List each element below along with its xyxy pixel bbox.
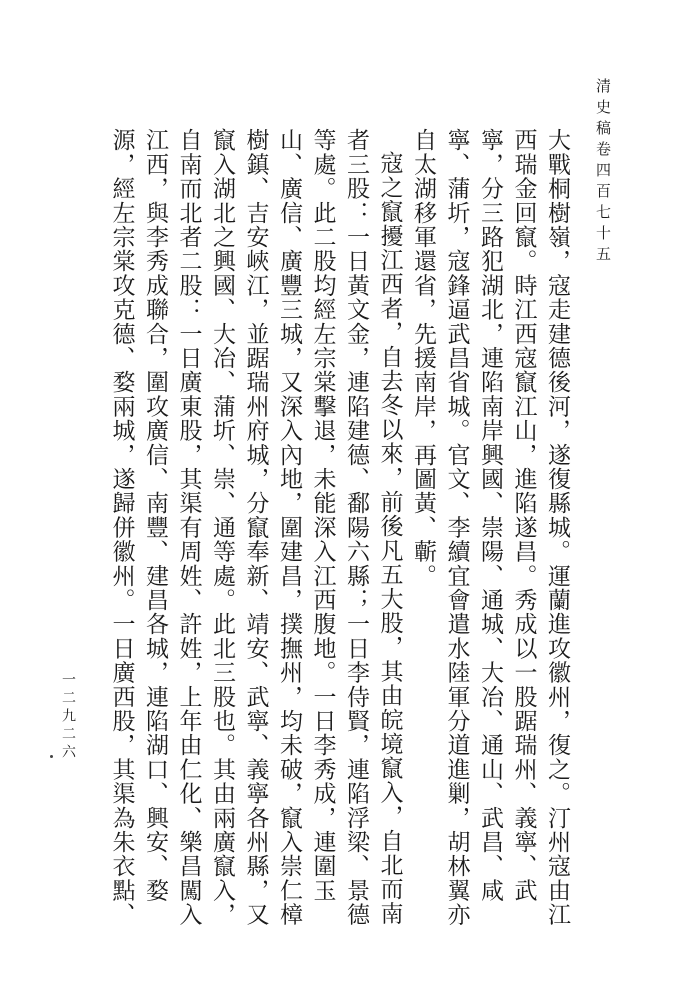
- margin-dot: [50, 755, 53, 758]
- running-header: 清史稿卷四百七十五: [594, 78, 612, 267]
- paragraph-2: 寇之竄擾江西者，自去冬以來，前後凡五大股，其由皖境竄入，自北而南者三股：一日黃文金，連陷建德、鄱陽六縣；一日李侍賢，連陷浮梁、景德等處。此二股均經左宗棠擊退，未能深入江西腹地。一日李秀成，連圍玉山、廣信、廣豐三城，又深入內地，圍建昌，撲撫州，均未破，竄入崇仁樟樹鎮、吉安峽江，並踞瑞州府城，分竄奉新、靖安、武寧、義寧各州縣，又竄入湖北之興國、大冶、蒲圻、崇、通等處。此北三股也。其由兩廣竄入，自南而北者二股：一日廣東股，其渠有周姓、許姓，上年由仁化、樂昌闖入江西，與李秀成聯合，圍攻廣信、南豐、建昌各城，連陷湖口、興安、婺源，經左宗棠攻克德、婺兩城，遂歸併徽州。一日廣西股，其渠為朱衣點、: [108, 128, 403, 927]
- page-number: 一二九二六: [60, 672, 76, 762]
- paragraph-1: 大戰桐樹嶺，寇走建德後河，遂復縣城。運蘭進攻徽州，復之。汀州寇由江西瑞金回竄。時江西寇竄江山，進陷遂昌。秀成以一股踞瑞州、義寧、武寧，分三路犯湖北，連陷南岸興國、崇陽、通城、大冶、通山、武昌、咸寧、蒲圻，寇鋒逼武昌省城。官文、李續宜會遣水陸軍分道進剿，胡林翼亦自太湖移軍還省，先援南岸，再圖黃、蘄。: [410, 128, 570, 927]
- main-text-body: [103, 128, 573, 948]
